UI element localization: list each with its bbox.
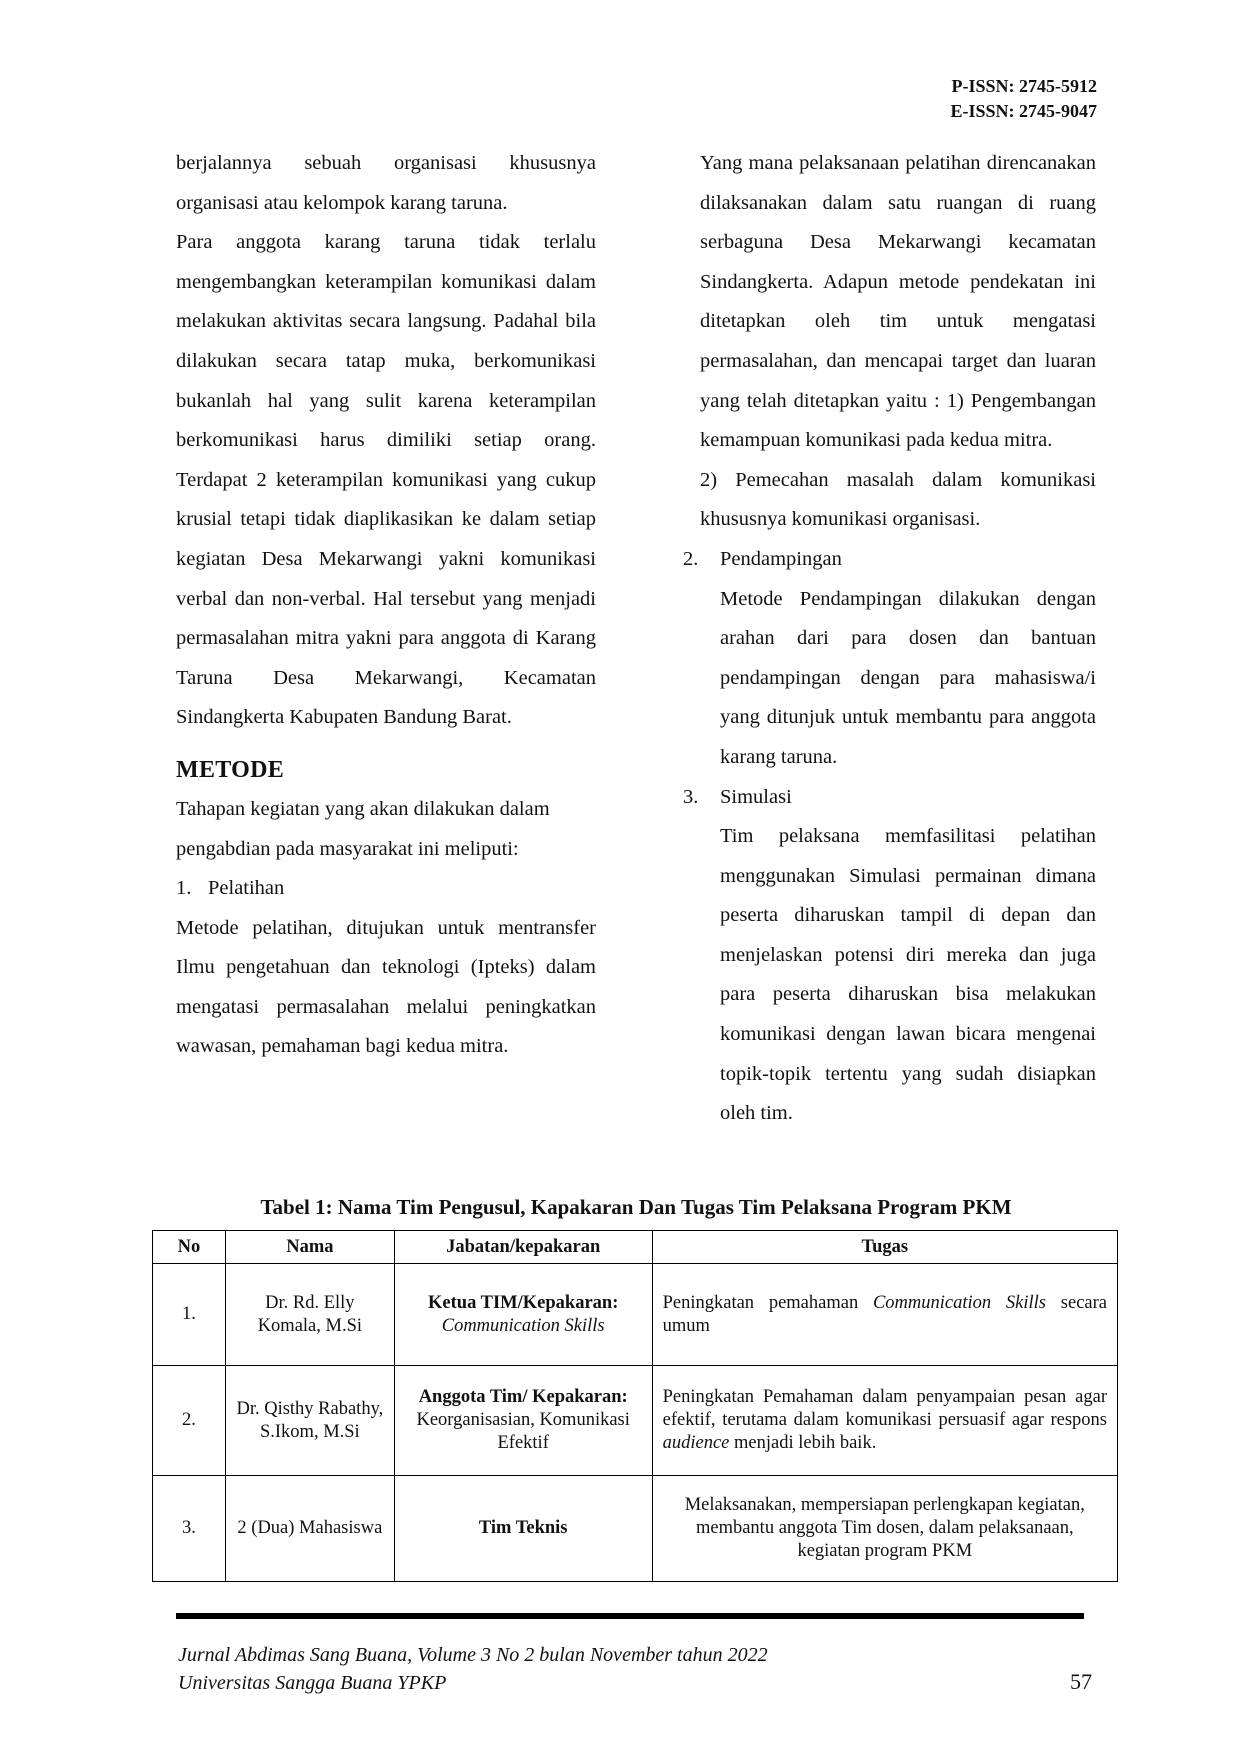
left-column bbox=[176, 144, 596, 1067]
jabatan-title: Ketua TIM/Kepakaran: bbox=[428, 1292, 619, 1313]
list-number: 1. bbox=[176, 877, 192, 900]
left-paragraph-1: berjalannya sebuah organisasi khususnya organisasi atau kelompok karang taruna. bbox=[176, 152, 596, 214]
list-item-pendampingan bbox=[683, 540, 1096, 580]
jabatan-title: Anggota Tim/ Kepakaran: bbox=[418, 1387, 628, 1407]
tugas-text-end: menjadi lebih baik. bbox=[729, 1433, 877, 1453]
list-item-pelatihan bbox=[176, 869, 596, 909]
table-row bbox=[153, 1476, 1118, 1582]
table-row bbox=[153, 1366, 1118, 1476]
list-item-title: Simulasi bbox=[720, 785, 792, 808]
section-heading-metode: METODE bbox=[176, 756, 285, 783]
journal-footer bbox=[178, 1641, 768, 1697]
cell-no: 2. bbox=[153, 1366, 226, 1476]
cell-jabatan bbox=[394, 1476, 652, 1582]
left-paragraph-2: Para anggota karang taruna tidak terlalu mengembangkan keterampilan komunikasi dalam melakukan aktivitas secara langsung. Padahal bila dilakukan secara tatap muka, berkomunikasi bukanlah hal yang sulit karena keterampilan berkomunikasi harus dimiliki setiap orang. Terdapat 2 keterampilan komunikasi yang cukup krusial tetapi tidak diaplikasikan ke dalam setiap kegiatan Desa Mekarwangi yakni komunikasi verbal dan non-verbal. Hal tersebut yang menjadi permasalahan mitra yakni para anggota di Karang Taruna Desa Mekarwangi, Kecamatan Sindangkerta Kabupaten Bandung Barat. bbox=[176, 231, 596, 729]
right-paragraph-1: Yang mana pelaksanaan pelatihan direncanakan dilaksanakan dalam satu ruangan di ruang serbaguna Desa Mekarwangi kecamatan Sindangkerta. Adapun metode pendekatan ini ditetapkan oleh tim untuk mengatasi permasalahan, dan mencapai target dan luaran yang telah ditetapkan yaitu : 1) Pengembangan kemampuan komunikasi pada kedua mitra. bbox=[700, 152, 1096, 452]
pendampingan-text: Metode Pendampingan dilakukan dengan arahan dari para dosen dan bantuan pendampingan dengan para mahasiswa/i yang ditunjuk untuk membantu para anggota karang taruna. bbox=[720, 587, 1096, 768]
list-number: 3. bbox=[683, 785, 699, 808]
jabatan-detail: Communication Skills bbox=[441, 1315, 605, 1336]
list-item-simulasi bbox=[683, 778, 1096, 818]
cell-nama: Dr. Rd. Elly Komala, M.Si bbox=[225, 1264, 394, 1366]
tugas-emphasis: Communication Skills bbox=[872, 1292, 1047, 1313]
tugas-text-end: secara umum bbox=[662, 1292, 1107, 1336]
list-item-title: Pelatihan bbox=[208, 877, 285, 900]
metode-intro: Tahapan kegiatan yang akan dilakukan dalam pengabdian pada masyarakat ini meliputi: bbox=[176, 797, 550, 860]
page-number: 57 bbox=[1070, 1669, 1092, 1694]
pelatihan-text: Metode pelatihan, ditujukan untuk mentransfer Ilmu pengetahuan dan teknologi (Ipteks) dalam mengatasi permasalahan melalui peningkatkan wawasan, pemahaman bagi kedua mitra. bbox=[176, 916, 596, 1058]
journal-citation: Jurnal Abdimas Sang Buana, Volume 3 No 2 bulan November tahun 2022 bbox=[178, 1644, 768, 1666]
cell-tugas: Melaksanakan, mempersiapan perlengkapan kegiatan, membantu anggota Tim dosen, dalam pelaksanaan, kegiatan program PKM bbox=[652, 1476, 1117, 1582]
table-header-row bbox=[153, 1231, 1118, 1264]
p-issn: P-ISSN: 2745-5912 bbox=[951, 76, 1097, 96]
university-name: Universitas Sangga Buana YPKP bbox=[178, 1672, 447, 1694]
cell-no: 1. bbox=[153, 1264, 226, 1366]
list-item-title: Pendampingan bbox=[720, 547, 842, 570]
cell-nama: 2 (Dua) Mahasiswa bbox=[225, 1476, 394, 1582]
footer-rule bbox=[176, 1613, 1084, 1619]
table-row bbox=[153, 1264, 1118, 1366]
header-tugas: Tugas bbox=[652, 1231, 1117, 1264]
header-no: No bbox=[153, 1231, 226, 1264]
tugas-text: Peningkatan Pemahaman dalam penyampaian pesan agar efektif, terutama dalam komunikasi persuasif agar respons bbox=[662, 1387, 1107, 1430]
tugas-emphasis: audience bbox=[662, 1433, 730, 1453]
cell-jabatan bbox=[394, 1366, 652, 1476]
right-column bbox=[683, 144, 1096, 1134]
header-jabatan: Jabatan/kepakaran bbox=[394, 1231, 652, 1264]
simulasi-text: Tim pelaksana memfasilitasi pelatihan menggunakan Simulasi permainan dimana peserta diharuskan tampil di depan dan menjelaskan potensi diri mereka dan juga para peserta diharuskan bisa melakukan komunikasi dengan lawan bicara mengenai topik-topik tertentu yang sudah disiapkan oleh tim. bbox=[720, 825, 1096, 1125]
cell-no: 3. bbox=[153, 1476, 226, 1582]
issn-header bbox=[950, 74, 1097, 124]
cell-tugas bbox=[652, 1366, 1117, 1476]
list-number: 2. bbox=[683, 547, 699, 570]
team-table bbox=[152, 1230, 1118, 1582]
cell-tugas bbox=[652, 1264, 1117, 1366]
jabatan-title: Tim Teknis bbox=[478, 1518, 568, 1538]
tugas-text: Peningkatan pemahaman bbox=[662, 1292, 873, 1313]
e-issn: E-ISSN: 2745-9047 bbox=[950, 101, 1097, 121]
table-caption: Tabel 1: Nama Tim Pengusul, Kapakaran Dan Tugas Tim Pelaksana Program PKM bbox=[260, 1195, 1012, 1219]
jabatan-detail: Keorganisasian, Komunikasi Efektif bbox=[416, 1410, 630, 1453]
header-nama: Nama bbox=[225, 1231, 394, 1264]
cell-jabatan bbox=[394, 1264, 652, 1366]
cell-nama: Dr. Qisthy Rabathy, S.Ikom, M.Si bbox=[225, 1366, 394, 1476]
right-paragraph-1b: 2) Pemecahan masalah dalam komunikasi khususnya komunikasi organisasi. bbox=[700, 468, 1096, 531]
